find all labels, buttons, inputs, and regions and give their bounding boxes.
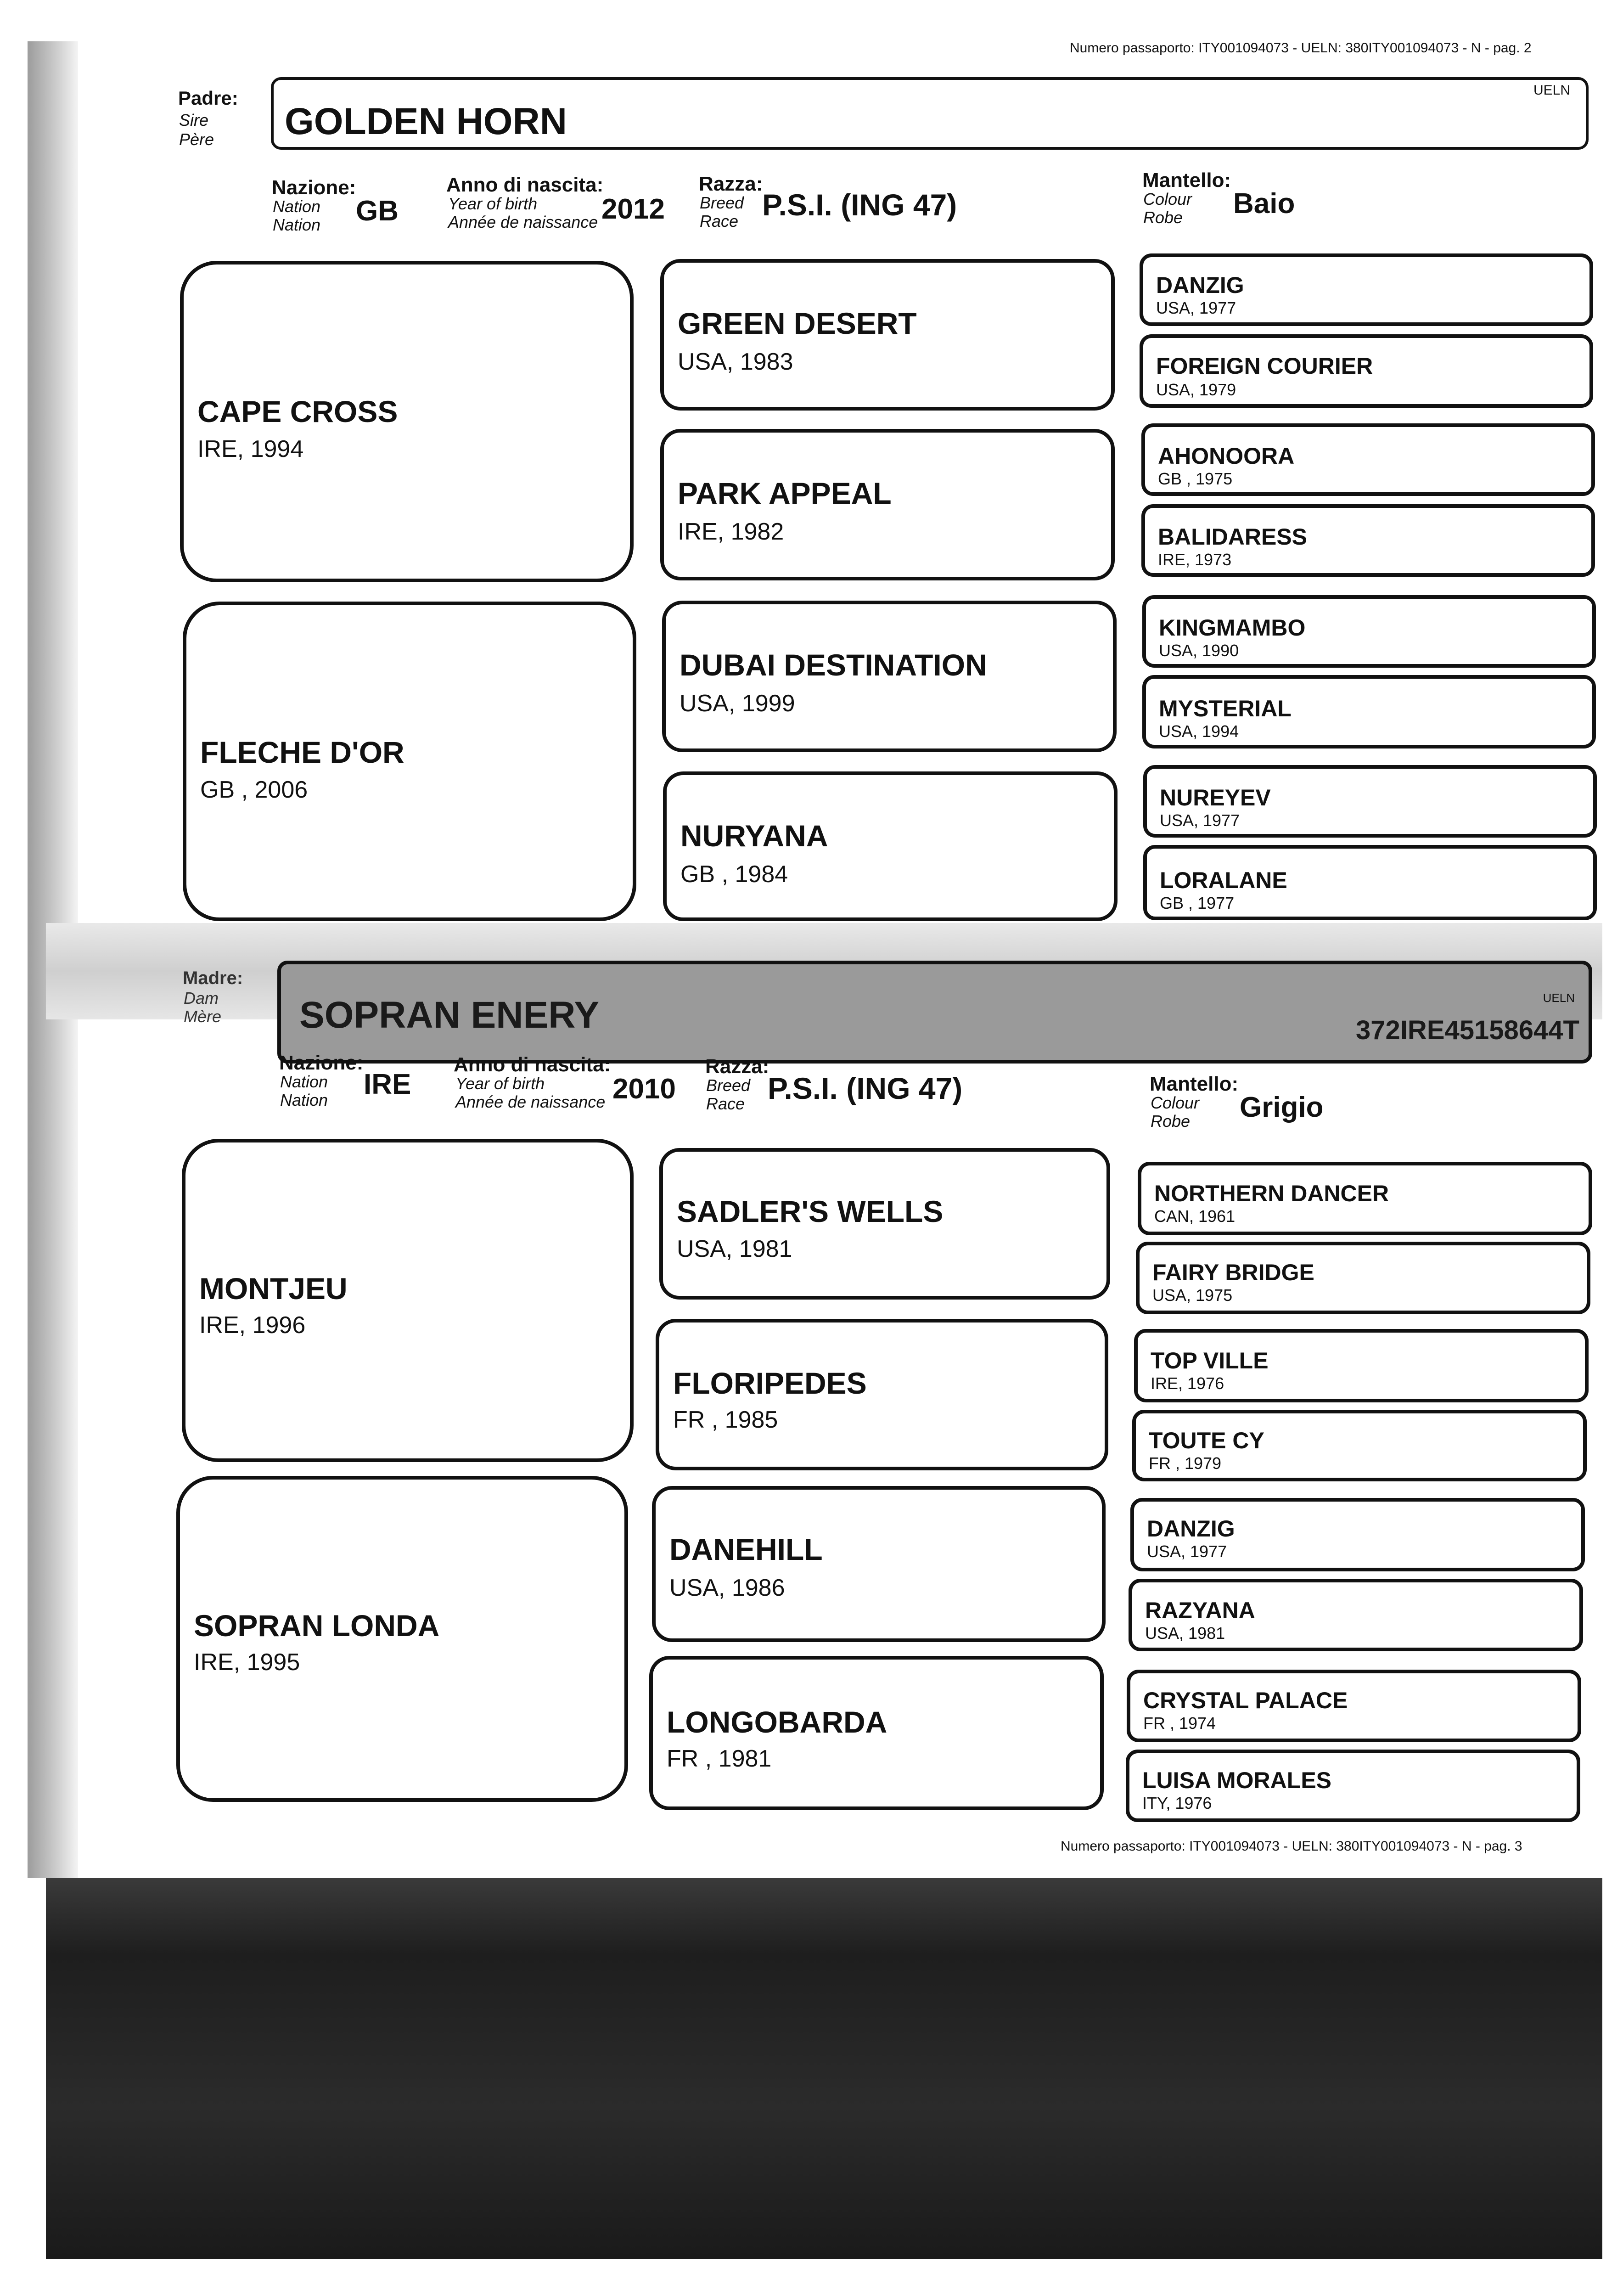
grandparent-name: DUBAI DESTINATION (680, 648, 987, 682)
sire-nation-fr: Nation (273, 215, 321, 234)
dam-breed-fr: Race (706, 1094, 745, 1113)
grandparent-name: GREEN DESERT (678, 306, 917, 340)
great-grandparent-name: CRYSTAL PALACE (1143, 1688, 1348, 1713)
sire-parent-box (180, 261, 634, 582)
great-grandparent-origin: USA, 1975 (1152, 1286, 1233, 1305)
great-grandparent-name: FOREIGN COURIER (1156, 353, 1373, 379)
dam-year-value: 2010 (612, 1073, 676, 1105)
dam-great-grandparent-box (1129, 1579, 1583, 1651)
great-grandparent-origin: USA, 1994 (1159, 722, 1239, 741)
dam-nation-value: IRE (364, 1069, 411, 1100)
great-grandparent-name: FAIRY BRIDGE (1152, 1260, 1314, 1285)
sire-role-fr: Père (179, 130, 214, 149)
sire-breed-value: P.S.I. (ING 47) (762, 188, 957, 222)
parent-origin: IRE, 1994 (197, 436, 304, 462)
great-grandparent-origin: FR , 1979 (1149, 1454, 1222, 1473)
dam-year-fr: Année de naissance (455, 1092, 606, 1111)
sire-breed-en: Breed (700, 193, 744, 212)
dam-colour-fr: Robe (1151, 1112, 1191, 1131)
dam-nation-fr: Nation (280, 1091, 328, 1109)
dam-name: SOPRAN ENERY (299, 994, 600, 1036)
sire-colour-en: Colour (1143, 190, 1192, 208)
great-grandparent-name: RAZYANA (1145, 1598, 1255, 1623)
grandparent-origin: FR , 1981 (667, 1745, 772, 1772)
sire-breed-label: Razza: (699, 173, 763, 195)
great-grandparent-name: LORALANE (1160, 867, 1287, 893)
parent-name: MONTJEU (199, 1272, 348, 1306)
sire-year-label: Anno di nascita: (446, 174, 604, 196)
scan-dark-background (46, 1878, 1602, 2259)
dam-parent-box (176, 1476, 628, 1802)
sire-name: GOLDEN HORN (285, 101, 567, 142)
parent-name: SOPRAN LONDA (194, 1609, 440, 1643)
dam-year-en: Year of birth (455, 1074, 545, 1093)
grandparent-origin: IRE, 1982 (678, 518, 784, 545)
dam-role-fr: Mère (184, 1007, 222, 1026)
grandparent-origin: USA, 1981 (677, 1236, 792, 1262)
dam-breed-en: Breed (706, 1076, 751, 1095)
sire-great-grandparent-box (1143, 845, 1597, 920)
sire-parent-box (183, 602, 636, 921)
sire-nation-label: Nazione: (272, 176, 356, 199)
great-grandparent-origin: CAN, 1961 (1154, 1207, 1236, 1226)
dam-grandparent-box (659, 1148, 1110, 1300)
dam-colour-en: Colour (1151, 1093, 1200, 1112)
sire-colour-value: Baio (1233, 188, 1295, 219)
grandparent-name: SADLER'S WELLS (677, 1194, 943, 1228)
great-grandparent-origin: FR , 1974 (1143, 1714, 1216, 1733)
parent-name: FLECHE D'OR (200, 735, 404, 769)
grandparent-name: LONGOBARDA (667, 1705, 887, 1739)
great-grandparent-origin: USA, 1979 (1156, 380, 1236, 399)
dam-great-grandparent-box (1138, 1162, 1592, 1235)
dam-year-label: Anno di nascita: (454, 1053, 611, 1076)
dam-ueln-label: UELN (1543, 991, 1575, 1005)
parent-origin: IRE, 1996 (199, 1312, 306, 1339)
great-grandparent-origin: IRE, 1976 (1151, 1374, 1224, 1393)
grandparent-name: PARK APPEAL (678, 476, 892, 510)
dam-great-grandparent-box (1136, 1242, 1590, 1314)
dam-colour-value: Grigio (1240, 1092, 1324, 1123)
dam-nation-label: Nazione: (279, 1052, 364, 1074)
sire-year-fr: Année de naissance (448, 213, 598, 231)
great-grandparent-origin: IRE, 1973 (1158, 550, 1232, 569)
great-grandparent-origin: USA, 1977 (1156, 298, 1236, 317)
great-grandparent-name: NUREYEV (1160, 785, 1271, 810)
great-grandparent-origin: ITY, 1976 (1142, 1794, 1212, 1812)
grandparent-origin: USA, 1983 (678, 349, 793, 375)
sire-year-value: 2012 (601, 193, 665, 225)
dam-grandparent-box (649, 1656, 1104, 1810)
sire-name-box (271, 77, 1589, 150)
great-grandparent-name: BALIDARESS (1158, 524, 1308, 550)
grandparent-origin: GB , 1984 (680, 861, 788, 888)
great-grandparent-name: DANZIG (1156, 272, 1244, 298)
dam-nation-en: Nation (280, 1072, 328, 1091)
grandparent-name: DANEHILL (669, 1532, 823, 1566)
sire-great-grandparent-box (1140, 253, 1593, 326)
sire-year-en: Year of birth (448, 194, 538, 213)
dam-great-grandparent-box (1134, 1329, 1589, 1402)
great-grandparent-name: MYSTERIAL (1159, 696, 1292, 721)
sire-ueln-label: UELN (1533, 83, 1570, 98)
sire-role-label: Padre: (178, 87, 238, 109)
dam-breed-value: P.S.I. (ING 47) (768, 1071, 963, 1105)
dam-breed-label: Razza: (705, 1055, 769, 1078)
grandparent-name: FLORIPEDES (673, 1366, 867, 1400)
great-grandparent-name: KINGMAMBO (1159, 615, 1306, 641)
great-grandparent-name: NORTHERN DANCER (1154, 1181, 1389, 1206)
sire-nation-en: Nation (273, 197, 321, 216)
passport-footer-bottom: Numero passaporto: ITY001094073 - UELN: 380ITY001094073 - N - pag. 3 (1061, 1839, 1522, 1854)
dam-ueln-value: 372IRE45158644T (1356, 1015, 1579, 1045)
dam-parent-box (182, 1139, 634, 1462)
great-grandparent-origin: USA, 1977 (1160, 811, 1240, 830)
great-grandparent-name: TOP VILLE (1151, 1348, 1269, 1373)
sire-grandparent-box (660, 429, 1115, 580)
great-grandparent-origin: GB , 1975 (1158, 469, 1233, 488)
parent-name: CAPE CROSS (197, 394, 398, 428)
sire-great-grandparent-box (1141, 423, 1595, 496)
sire-nation-value: GB (356, 195, 399, 227)
great-grandparent-origin: GB , 1977 (1160, 894, 1235, 912)
great-grandparent-name: LUISA MORALES (1142, 1767, 1332, 1793)
sire-great-grandparent-box (1142, 595, 1596, 668)
grandparent-origin: USA, 1999 (680, 690, 795, 717)
dam-great-grandparent-box (1126, 1750, 1580, 1822)
sire-great-grandparent-box (1143, 765, 1597, 838)
parent-origin: GB , 2006 (200, 777, 308, 803)
sire-colour-fr: Robe (1143, 208, 1183, 227)
dam-great-grandparent-box (1130, 1498, 1585, 1571)
dam-role-label: Madre: (183, 968, 243, 988)
grandparent-name: NURYANA (680, 819, 828, 853)
dam-role-en: Dam (184, 989, 219, 1007)
dam-name-box (277, 961, 1592, 1064)
dam-great-grandparent-box (1127, 1670, 1581, 1742)
dam-great-grandparent-box (1132, 1410, 1587, 1481)
grandparent-origin: FR , 1985 (673, 1407, 778, 1433)
sire-breed-fr: Race (700, 212, 739, 231)
sire-great-grandparent-box (1141, 504, 1595, 577)
dam-colour-label: Mantello: (1150, 1073, 1239, 1095)
great-grandparent-name: AHONOORA (1158, 443, 1295, 469)
sire-grandparent-box (662, 601, 1117, 752)
great-grandparent-origin: USA, 1981 (1145, 1624, 1225, 1643)
sire-role-en: Sire (179, 111, 209, 129)
dam-grandparent-box (652, 1486, 1106, 1642)
sire-grandparent-box (660, 259, 1115, 411)
great-grandparent-name: TOUTE CY (1149, 1428, 1264, 1453)
great-grandparent-origin: USA, 1990 (1159, 641, 1239, 660)
passport-footer-top: Numero passaporto: ITY001094073 - UELN: 380ITY001094073 - N - pag. 2 (1070, 40, 1532, 56)
sire-grandparent-box (663, 771, 1118, 921)
parent-origin: IRE, 1995 (194, 1649, 300, 1676)
sire-great-grandparent-box (1142, 675, 1596, 748)
grandparent-origin: USA, 1986 (669, 1575, 785, 1601)
sire-colour-label: Mantello: (1142, 169, 1231, 191)
great-grandparent-origin: USA, 1977 (1147, 1542, 1227, 1561)
dam-grandparent-box (656, 1319, 1108, 1470)
sire-great-grandparent-box (1140, 334, 1593, 408)
great-grandparent-name: DANZIG (1147, 1516, 1235, 1542)
